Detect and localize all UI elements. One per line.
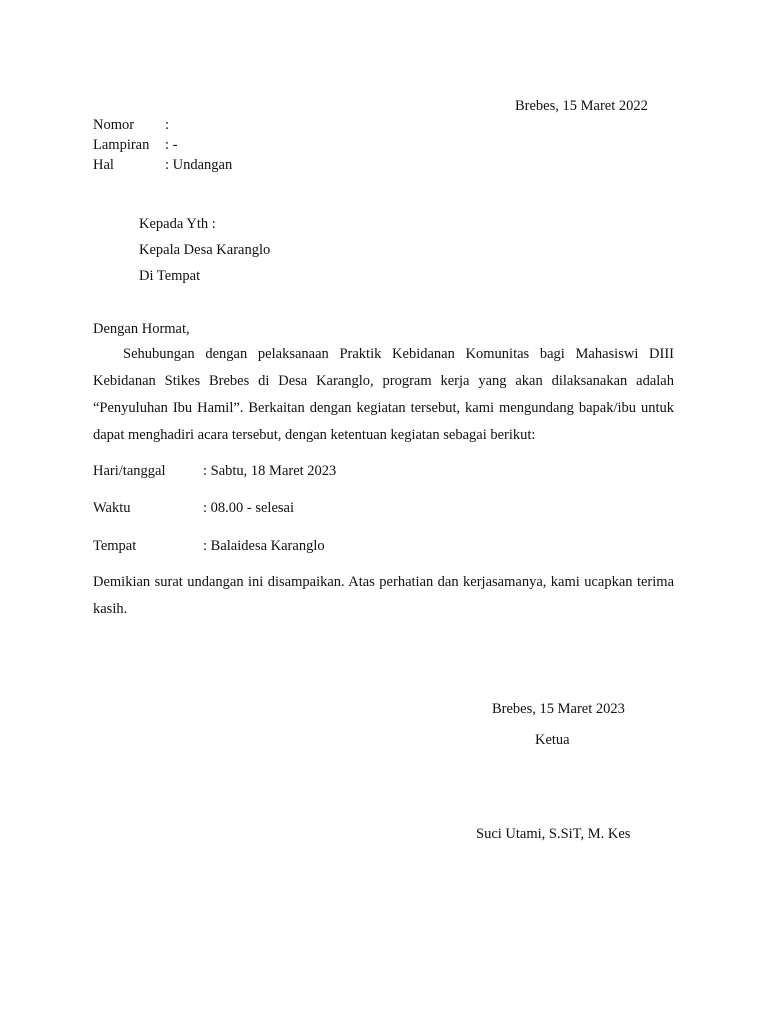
greeting: Dengan Hormat, bbox=[93, 321, 190, 337]
closing-paragraph: Demikian surat undangan ini disampaikan. Atas perhatian dan kerjasamanya, kami ucapkan terima kasih. bbox=[93, 574, 674, 617]
recipient-salutation: Kepada Yth : bbox=[139, 216, 216, 232]
meta-value-lampiran: : - bbox=[165, 137, 178, 153]
detail-label-place: Tempat bbox=[93, 538, 137, 554]
meta-value-hal: : Undangan bbox=[165, 157, 233, 173]
meta-value-nomor: : bbox=[165, 117, 170, 133]
detail-label-time: Waktu bbox=[93, 500, 131, 516]
signature-name: Suci Utami, S.SiT, M. Kes bbox=[476, 826, 631, 842]
meta-label-lampiran: Lampiran bbox=[93, 137, 150, 153]
body-paragraph bbox=[93, 341, 674, 449]
recipient-name: Kepala Desa Karanglo bbox=[139, 242, 271, 258]
body-paragraph-text: Sehubungan dengan pelaksanaan Praktik Kebidanan Komunitas bagi Mahasiswi DIII Kebidanan Stikes Brebes di Desa Karanglo, program kerja yang akan dilaksanakan adalah “Penyuluhan Ibu Hamil”. Berkaitan dengan kegiatan tersebut, kami mengundang bapak/ibu untuk dapat menghadiri acara tersebut, dengan ketentuan kegiatan sebagai berikut: bbox=[93, 346, 674, 443]
meta-label-nomor: Nomor bbox=[93, 117, 135, 133]
recipient-location: Di Tempat bbox=[139, 268, 201, 284]
signature-role: Ketua bbox=[535, 732, 570, 748]
signature-place-date: Brebes, 15 Maret 2023 bbox=[492, 701, 625, 717]
detail-value-time: : 08.00 - selesai bbox=[203, 500, 295, 516]
detail-value-place: : Balaidesa Karanglo bbox=[203, 538, 325, 554]
meta-label-hal: Hal bbox=[93, 157, 114, 173]
header-place-date: Brebes, 15 Maret 2022 bbox=[515, 98, 648, 114]
detail-value-date: : Sabtu, 18 Maret 2023 bbox=[203, 463, 337, 479]
detail-label-date: Hari/tanggal bbox=[93, 463, 166, 479]
